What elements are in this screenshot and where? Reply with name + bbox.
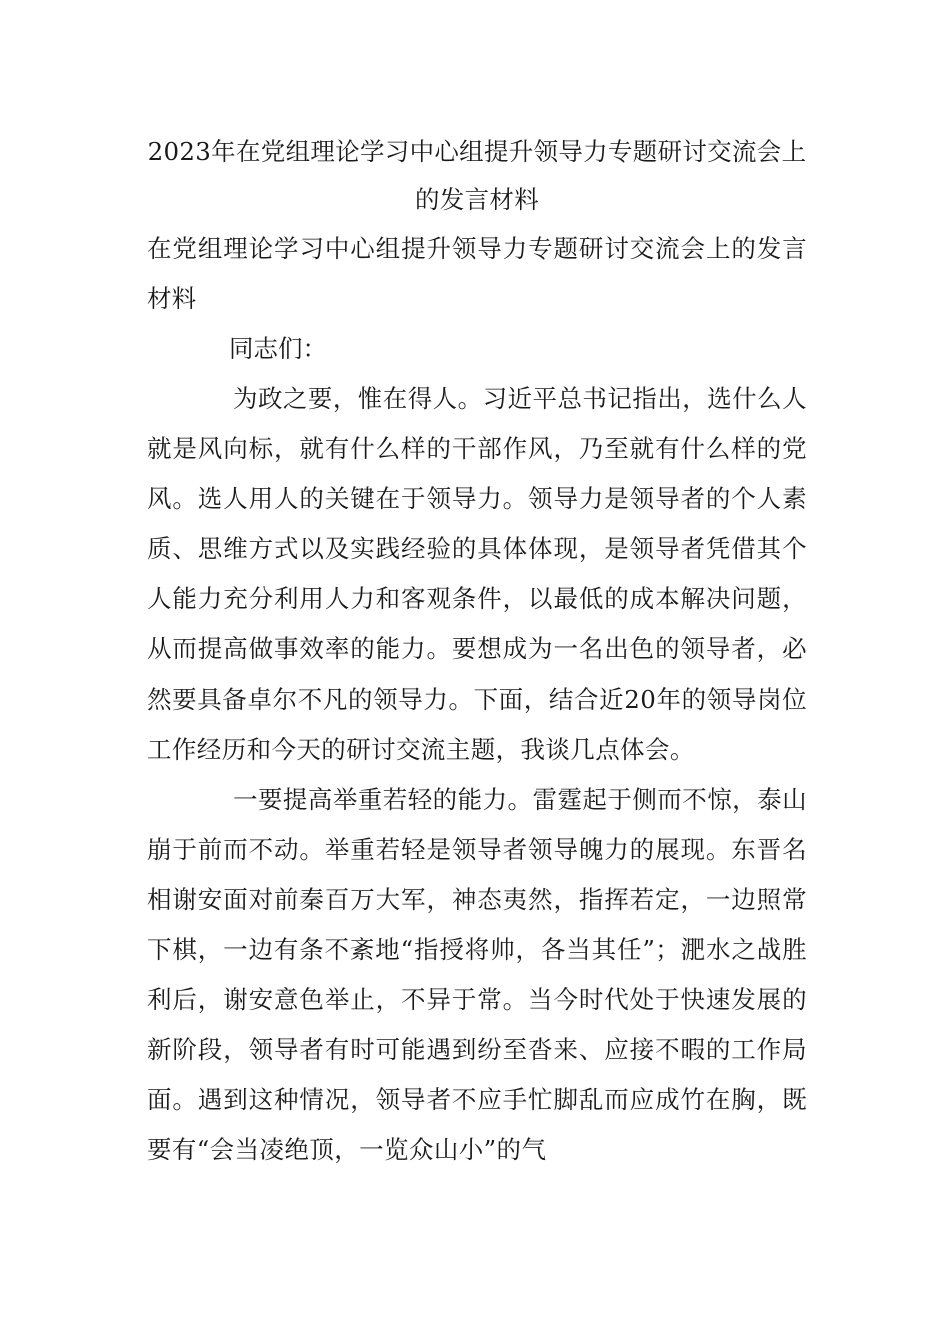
salutation: 同志们： bbox=[229, 334, 327, 363]
paragraph-2: 一要提高举重若轻的能力。雷霆起于侧而不惊，泰山崩于前而不动。举重若轻是领导者领导魄力的展现。东晋名相谢安面对前秦百万大军，神态夷然，指挥若定，一边照常下棋，一边有条不紊地“指授将帅，各当其任”；淝水之战胜利后，谢安意色举止，不异于常。当今时代处于快速发展的新阶段，领导者有时可能遇到纷至沓来、应接不暇的工作局面。遇到这种情况，领导者不应手忙脚乱而应成竹在胸，既要有“会当凌绝顶，一览众山小”的气 bbox=[147, 784, 807, 1165]
document-title: 2023年在党组理论学习中心组提升领导力专题研讨交流会上的发言材料 bbox=[147, 137, 807, 214]
document-subtitle: 在党组理论学习中心组提升领导力专题研讨交流会上的发言材料 bbox=[147, 234, 807, 313]
document-page bbox=[147, 128, 807, 1176]
paragraph-1: 为政之要，惟在得人。习近平总书记指出，选什么人就是风向标，就有什么样的干部作风，乃至就有什么样的党风。选人用人的关键在于领导力。领导力是领导者的个人素质、思维方式以及实践经验的具体体现，是领导者凭借其个人能力充分利用人力和客观条件，以最低的成本解决问题，从而提高做事效率的能力。要想成为一名出色的领导者，必然要具备卓尔不凡的领导力。下面，结合近20年的领导岗位工作经历和今天的研讨交流主题，我谈几点体会。 bbox=[147, 384, 807, 764]
